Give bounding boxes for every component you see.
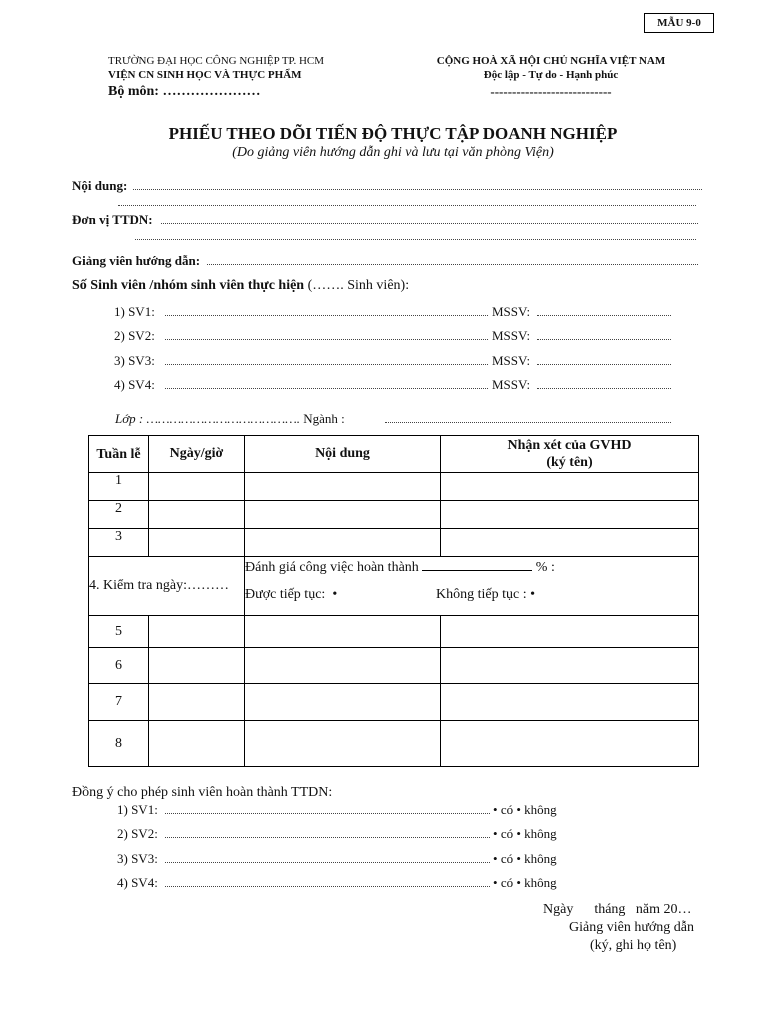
unit-label: Đơn vị TTDN: bbox=[72, 212, 153, 227]
approval-student-field[interactable] bbox=[165, 886, 490, 887]
mssv-label: MSSV: bbox=[492, 328, 531, 343]
student-row bbox=[114, 328, 155, 344]
date-cell[interactable] bbox=[149, 721, 245, 767]
approve-yes-label: có bbox=[500, 802, 514, 817]
approval-options bbox=[493, 851, 557, 867]
mssv-label: MSSV: bbox=[492, 304, 531, 319]
content-cell[interactable] bbox=[245, 473, 441, 501]
unit-input-line-2[interactable] bbox=[135, 239, 696, 240]
approve-yes-label: có bbox=[500, 851, 514, 866]
approve-no-label: không bbox=[524, 826, 557, 841]
approval-options bbox=[493, 802, 557, 818]
table-row bbox=[89, 721, 699, 767]
approve-yes-label: có bbox=[500, 875, 514, 890]
major-label: Ngành : bbox=[303, 411, 345, 426]
week-cell: 2 bbox=[89, 501, 149, 529]
students-heading bbox=[72, 278, 409, 294]
content-cell[interactable] bbox=[245, 684, 441, 721]
eval-line bbox=[245, 558, 555, 576]
approval-student-field[interactable] bbox=[165, 813, 490, 814]
content-cell[interactable] bbox=[245, 529, 441, 557]
table-header-row bbox=[89, 436, 699, 473]
student-name-field[interactable] bbox=[165, 315, 488, 316]
advisor-label: Giảng viên hướng dẫn: bbox=[72, 253, 201, 268]
student-label: 2) SV2: bbox=[114, 328, 155, 343]
country-motto: Độc lập - Tự do - Hạnh phúc bbox=[483, 69, 619, 81]
class-major-line bbox=[115, 411, 345, 427]
form-code-badge: MẪU 9-0 bbox=[644, 13, 714, 33]
comment-cell[interactable] bbox=[441, 529, 699, 557]
approve-yes-checkbox-icon[interactable]: • bbox=[493, 875, 498, 890]
approve-no-label: không bbox=[524, 875, 557, 890]
approval-student-label: 3) SV3: bbox=[117, 851, 158, 866]
checkpoint-label: 4. Kiểm tra ngày:……… bbox=[89, 578, 229, 593]
student-row bbox=[114, 304, 155, 320]
approve-no-checkbox-icon[interactable]: • bbox=[516, 826, 521, 841]
continue-yes-label: Được tiếp tục: bbox=[245, 587, 326, 602]
week-cell: 5 bbox=[89, 616, 149, 648]
country-name: CỘNG HOÀ XÃ HỘI CHỦ NGHĨA VIỆT NAM bbox=[436, 55, 666, 67]
student-row bbox=[114, 353, 155, 369]
checkpoint-date-cell bbox=[89, 557, 245, 616]
approve-yes-checkbox-icon[interactable]: • bbox=[493, 826, 498, 841]
comment-cell[interactable] bbox=[441, 721, 699, 767]
student-row bbox=[114, 377, 155, 393]
table-row bbox=[89, 648, 699, 684]
table-row bbox=[89, 616, 699, 648]
week-cell: 3 bbox=[89, 529, 149, 557]
continue-no-label: Không tiếp tục : bbox=[436, 587, 527, 602]
student-label: 1) SV1: bbox=[114, 304, 155, 319]
checkpoint-row bbox=[89, 557, 699, 616]
approval-student-label: 1) SV1: bbox=[117, 802, 158, 817]
week-cell: 8 bbox=[89, 721, 149, 767]
student-name-field[interactable] bbox=[165, 339, 488, 340]
approve-no-checkbox-icon[interactable]: • bbox=[516, 851, 521, 866]
col-comment-title: Nhận xét của GVHD bbox=[507, 438, 632, 453]
class-label: Lớp : …………………………………. bbox=[115, 411, 301, 426]
date-cell[interactable] bbox=[149, 616, 245, 648]
col-comment-sign: (ký tên) bbox=[546, 455, 593, 470]
table-row bbox=[89, 501, 699, 529]
institute-name: VIỆN CN SINH HỌC VÀ THỰC PHẨM bbox=[108, 69, 302, 81]
signature-note: (ký, ghi họ tên) bbox=[590, 938, 677, 953]
col-comment-header bbox=[441, 436, 699, 473]
date-cell[interactable] bbox=[149, 684, 245, 721]
checkpoint-eval-cell bbox=[245, 557, 699, 616]
comment-cell[interactable] bbox=[441, 616, 699, 648]
table-row bbox=[89, 473, 699, 501]
week-cell: 6 bbox=[89, 648, 149, 684]
date-cell[interactable] bbox=[149, 473, 245, 501]
table-row bbox=[89, 684, 699, 721]
content-input-line-1[interactable] bbox=[133, 189, 702, 190]
comment-cell[interactable] bbox=[441, 684, 699, 721]
col-date-header: Ngày/giờ bbox=[149, 436, 245, 473]
approval-student-field[interactable] bbox=[165, 862, 490, 863]
major-input-line[interactable] bbox=[385, 422, 671, 423]
table-row bbox=[89, 529, 699, 557]
continue-no-checkbox-icon[interactable]: • bbox=[530, 587, 536, 602]
approval-heading: Đồng ý cho phép sinh viên hoàn thành TTDN: bbox=[72, 785, 333, 800]
approve-yes-checkbox-icon[interactable]: • bbox=[493, 851, 498, 866]
mssv-field[interactable] bbox=[537, 315, 671, 316]
continue-no-option[interactable] bbox=[436, 587, 535, 603]
approve-yes-label: có bbox=[500, 826, 514, 841]
approval-student-label: 4) SV4: bbox=[117, 875, 158, 890]
signature-role: Giảng viên hướng dẫn bbox=[569, 920, 695, 935]
mssv-field[interactable] bbox=[537, 388, 671, 389]
approve-no-checkbox-icon[interactable]: • bbox=[516, 875, 521, 890]
col-week-header: Tuần lễ bbox=[89, 436, 149, 473]
content-cell[interactable] bbox=[245, 648, 441, 684]
continue-yes-checkbox-icon[interactable]: • bbox=[328, 587, 338, 602]
content-cell[interactable] bbox=[245, 501, 441, 529]
approval-student-field[interactable] bbox=[165, 837, 490, 838]
approve-no-label: không bbox=[524, 802, 557, 817]
date-cell[interactable] bbox=[149, 501, 245, 529]
mssv-field[interactable] bbox=[537, 339, 671, 340]
content-input-line-2[interactable] bbox=[118, 205, 696, 206]
content-cell[interactable] bbox=[245, 616, 441, 648]
content-label: Nội dung: bbox=[72, 178, 128, 193]
eval-suffix: % : bbox=[535, 560, 555, 575]
student-label: 4) SV4: bbox=[114, 377, 155, 392]
mssv-field[interactable] bbox=[537, 364, 671, 365]
page-title: PHIẾU THEO DÕI TIẾN ĐỘ THỰC TẬP DOANH NGHIỆP bbox=[168, 124, 618, 143]
approval-student-label: 2) SV2: bbox=[117, 826, 158, 841]
content-cell[interactable] bbox=[245, 721, 441, 767]
approval-options bbox=[493, 875, 557, 891]
approval-options bbox=[493, 826, 557, 842]
progress-table bbox=[88, 435, 699, 767]
comment-cell[interactable] bbox=[441, 648, 699, 684]
approve-no-checkbox-icon[interactable]: • bbox=[516, 802, 521, 817]
page-subtitle: (Do giảng viên hướng dẫn ghi và lưu tại văn phòng Viện) bbox=[232, 145, 554, 160]
motto-underline: ---------------------------- bbox=[490, 84, 612, 99]
advisor-input-line[interactable] bbox=[207, 264, 698, 265]
students-label: Số Sinh viên /nhóm sinh viên thực hiện bbox=[72, 278, 305, 293]
date-cell[interactable] bbox=[149, 529, 245, 557]
student-label: 3) SV3: bbox=[114, 353, 155, 368]
comment-cell[interactable] bbox=[441, 501, 699, 529]
signature-date: Ngày tháng năm 20… bbox=[543, 902, 692, 917]
student-name-field[interactable] bbox=[165, 388, 488, 389]
date-cell[interactable] bbox=[149, 648, 245, 684]
approve-no-label: không bbox=[524, 851, 557, 866]
student-name-field[interactable] bbox=[165, 364, 488, 365]
unit-input-line-1[interactable] bbox=[161, 223, 698, 224]
eval-percent-field[interactable] bbox=[422, 558, 532, 571]
continue-yes-option[interactable] bbox=[245, 587, 337, 603]
mssv-label: MSSV: bbox=[492, 353, 531, 368]
week-cell: 7 bbox=[89, 684, 149, 721]
school-name: TRƯỜNG ĐẠI HỌC CÔNG NGHIỆP TP. HCM bbox=[108, 55, 325, 67]
col-content-header: Nội dung bbox=[245, 436, 441, 473]
week-cell: 1 bbox=[89, 473, 149, 501]
mssv-label: MSSV: bbox=[492, 377, 531, 392]
comment-cell[interactable] bbox=[441, 473, 699, 501]
department-line: Bộ môn: ………………… bbox=[108, 84, 261, 99]
eval-label: Đánh giá công việc hoàn thành bbox=[245, 560, 419, 575]
approve-yes-checkbox-icon[interactable]: • bbox=[493, 802, 498, 817]
students-count: (……. Sinh viên): bbox=[307, 278, 410, 293]
